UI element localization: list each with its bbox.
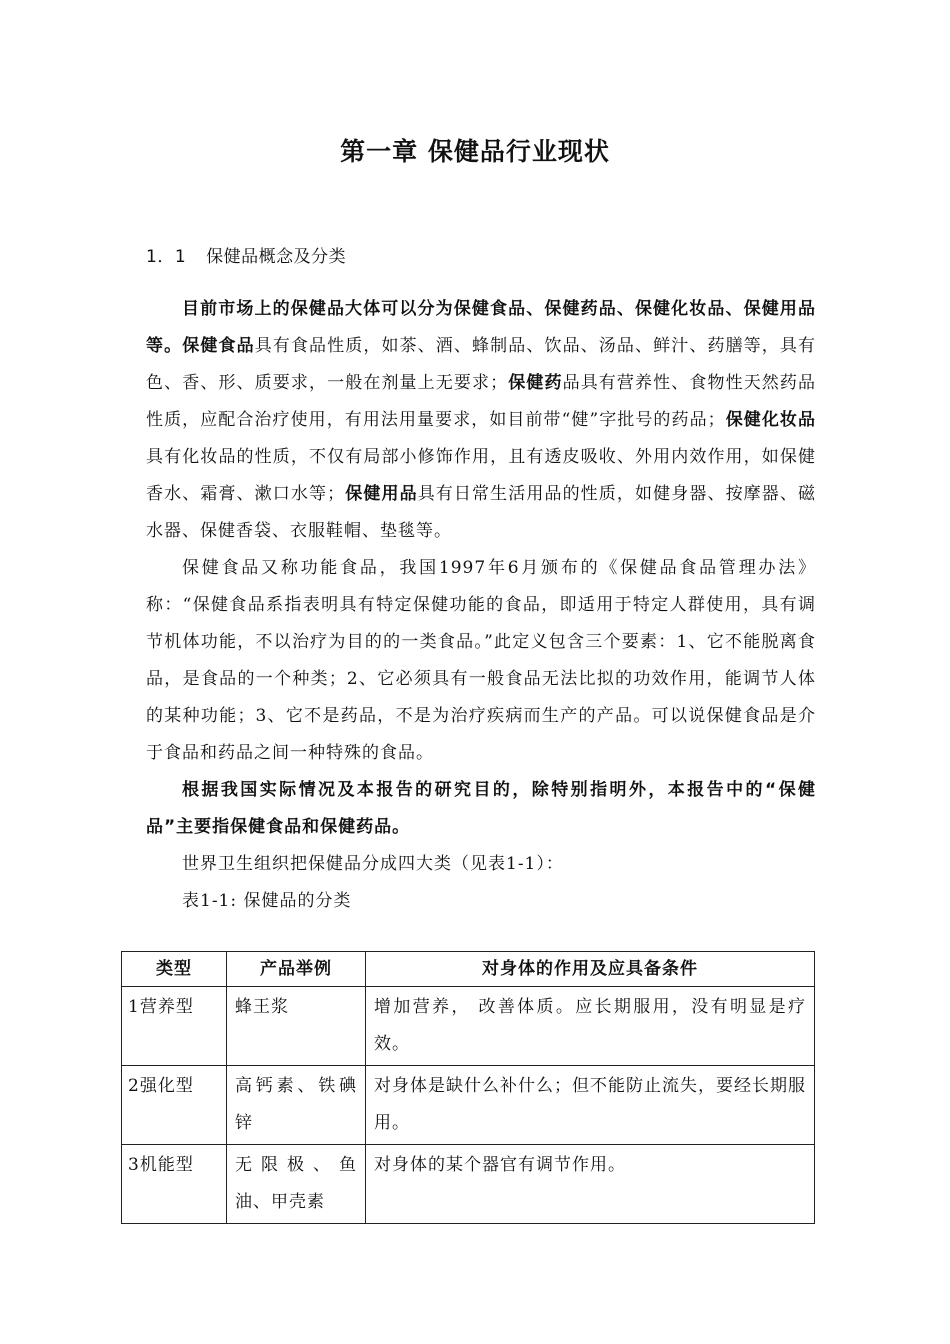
cell-effect: 对身体的某个器官有调节作用。 bbox=[366, 1145, 815, 1224]
paragraph-who-classification: 世界卫生组织把保健品分成四大类（见表1-1）： bbox=[182, 854, 564, 874]
table-row bbox=[122, 1066, 815, 1145]
table-caption: 表1-1: 保健品的分类 bbox=[182, 891, 352, 911]
chapter-title: 第一章 保健品行业现状 bbox=[340, 137, 610, 166]
text-health-supplies: 具有日常生活用品的性质，如健身器、按摩器、磁水器、保健香袋、衣服鞋帽、垫毯等。 bbox=[146, 484, 817, 541]
paragraph-categories bbox=[146, 291, 816, 550]
cell-type: 3机能型 bbox=[122, 1145, 227, 1224]
section-number: 1．1 bbox=[146, 247, 187, 267]
text-health-food: 具有食品性质，如茶、酒、蜂制品、饮品、汤品、鲜汁、药膳等，具有色、香、形、质要求，一般在剂量上无要求； bbox=[146, 336, 817, 393]
term-health-food: 保健食品 bbox=[182, 336, 255, 356]
term-health-cosmetic: 保健化妆品 bbox=[725, 410, 816, 430]
cell-examples: 无限极、鱼油、甲壳素 bbox=[227, 1145, 366, 1224]
term-health-drug: 保健药 bbox=[508, 373, 563, 393]
text-health-drug: 品具有营养性、食物性天然药品性质，应配合治疗使用，有用法用量要求，如目前带“健”字批号的药品； bbox=[146, 373, 817, 430]
cell-type: 2强化型 bbox=[122, 1066, 227, 1145]
body-text bbox=[146, 291, 816, 920]
table-header-row bbox=[122, 952, 815, 987]
section-heading bbox=[146, 242, 346, 267]
cell-examples: 高钙素、铁碘锌 bbox=[227, 1066, 366, 1145]
table-row bbox=[122, 987, 815, 1066]
bold-intro: 目前市场上的保健品大体可以分为保健食品、保健药品、保健化妆品、保健用品等。 bbox=[146, 299, 816, 356]
header-type: 类型 bbox=[122, 952, 227, 987]
cell-examples: 蜂王浆 bbox=[227, 987, 366, 1066]
paragraph-scope: 根据我国实际情况及本报告的研究目的，除特别指明外，本报告中的“保健品”主要指保健食品和保健药品。 bbox=[146, 780, 816, 837]
cell-effect: 增加营养， 改善体质。应长期服用，没有明显是疗效。 bbox=[366, 987, 815, 1066]
text-health-cosmetic: 具有化妆品的性质，不仅有局部小修饰作用，且有透皮吸收、外用内效作用，如保健香水、霜膏、漱口水等； bbox=[146, 447, 816, 504]
table-row bbox=[122, 1145, 815, 1224]
term-health-supplies: 保健用品 bbox=[345, 484, 418, 504]
section-title: 保健品概念及分类 bbox=[206, 247, 347, 267]
cell-effect: 对身体是缺什么补什么；但不能防止流失，要经长期服用。 bbox=[366, 1066, 815, 1145]
cell-type: 1营养型 bbox=[122, 987, 227, 1066]
paragraph-definition: 保健食品又称功能食品，我国1997年6月颁布的《保健品食品管理办法》称：“保健食品系指表明具有特定保健功能的食品，即适用于特定人群使用，具有调节机体功能，不以治疗为目的的一类食品。”此定义包含三个要素：1、它不能脱离食品，是食品的一个种类；2、它必须具有一般食品无法比拟的功效作用，能调节人体的某种功能；3、它不是药品，不是为治疗疾病而生产的产品。可以说保健食品是介于食品和药品之间一种特殊的食品。 bbox=[146, 558, 816, 763]
classification-table bbox=[121, 951, 815, 1224]
header-effect: 对身体的作用及应具备条件 bbox=[366, 952, 815, 987]
header-examples: 产品举例 bbox=[227, 952, 366, 987]
classification-table-wrapper bbox=[121, 951, 815, 1224]
